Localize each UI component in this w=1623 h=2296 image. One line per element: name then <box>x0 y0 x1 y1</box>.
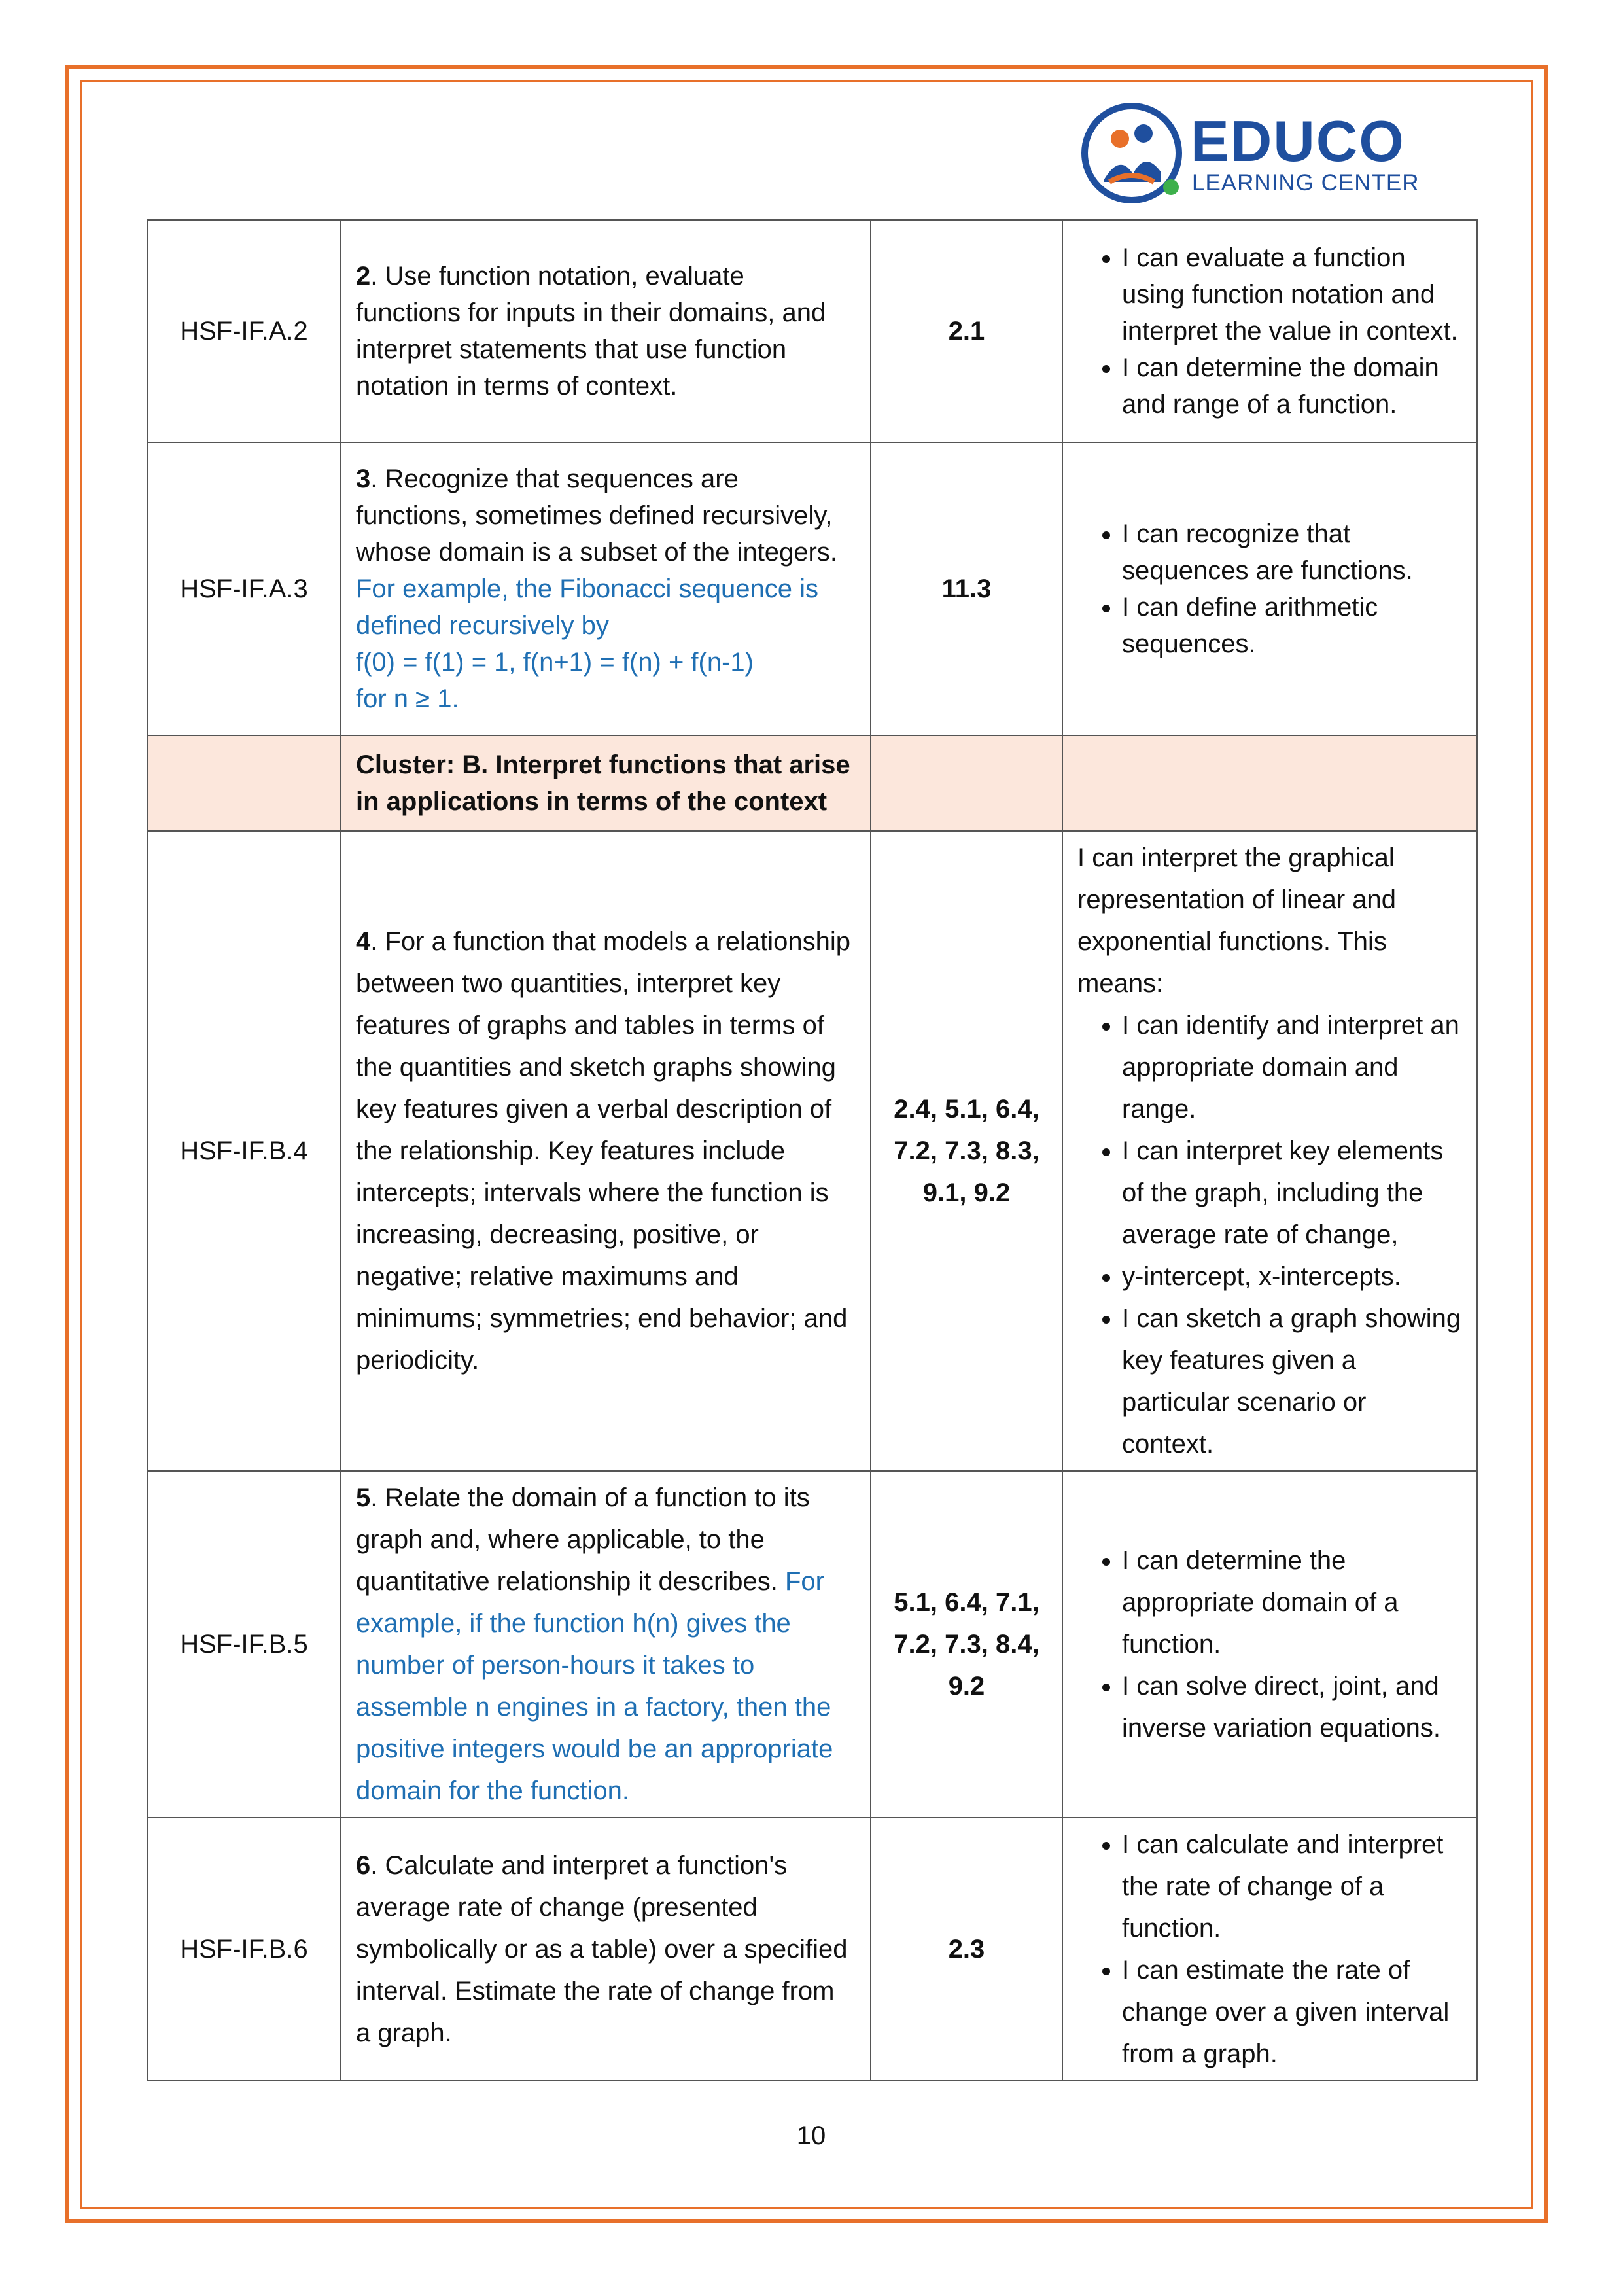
lesson-numbers: 2.4, 5.1, 6.4, 7.2, 7.3, 8.3, 9.1, 9.2 <box>871 831 1062 1471</box>
standards-table <box>147 219 1478 2081</box>
learning-targets <box>1062 220 1477 442</box>
standard-number: 2 <box>356 262 371 291</box>
standard-number: 6 <box>356 1851 371 1880</box>
target-item: • I can solve direct, joint, and inverse variation equations. <box>1122 1665 1462 1749</box>
learning-targets <box>1062 1818 1477 2081</box>
standard-description: . Use function notation, evaluate functions for inputs in their domains, and interpret statements that use function notation in terms of context. <box>356 262 826 400</box>
standard-code: HSF-IF.A.3 <box>147 442 341 735</box>
target-item: • I can identify and interpret an appropriate domain and range. <box>1122 1004 1462 1130</box>
page-number: 10 <box>796 2121 826 2150</box>
standard-number: 3 <box>356 465 371 493</box>
cluster-blank-cell <box>1062 735 1477 831</box>
cluster-blank-cell <box>147 735 341 831</box>
standard-example-condition: for n ≥ 1. <box>356 684 459 713</box>
target-item: • I can evaluate a function using function notation and interpret the value in context. <box>1122 239 1462 349</box>
standard-text <box>341 1471 871 1818</box>
standard-code: HSF-IF.B.4 <box>147 831 341 1471</box>
standard-code: HSF-IF.A.2 <box>147 220 341 442</box>
standard-number: 5 <box>356 1483 371 1512</box>
standard-number: 4 <box>356 927 371 956</box>
cluster-blank-cell <box>871 735 1062 831</box>
target-item: • I can define arithmetic sequences. <box>1122 589 1462 662</box>
target-item: • I can determine the domain and range of a function. <box>1122 349 1462 423</box>
table-row <box>147 1471 1477 1818</box>
target-item: • I can interpret key elements of the graph, including the average rate of change, <box>1122 1130 1462 1256</box>
learning-targets <box>1062 442 1477 735</box>
table-row <box>147 442 1477 735</box>
standard-example-formula: f(0) = f(1) = 1, f(n+1) = f(n) + f(n-1) <box>356 648 754 677</box>
lesson-numbers: 2.1 <box>871 220 1062 442</box>
table-row <box>147 831 1477 1471</box>
logo-subtitle: LEARNING CENTER <box>1192 170 1420 196</box>
standard-text <box>341 220 871 442</box>
standard-description: . Relate the domain of a function to its graph and, where applicable, to the quantitative relationship it describes. <box>356 1483 810 1596</box>
target-item: • I can calculate and interpret the rate of change of a function. <box>1122 1824 1462 1949</box>
standard-example: For example, if the function h(n) gives the number of person-hours it takes to assemble n engines in a factory, then the positive integers would be an appropriate domain for the function. <box>356 1567 833 1805</box>
standard-description: . Calculate and interpret a function's average rate of change (presented symbolically or as a table) over a specified interval. Estimate the rate of change from a graph. <box>356 1851 848 2047</box>
target-item: • I can estimate the rate of change over a given interval from a graph. <box>1122 1949 1462 2075</box>
target-item: • I can recognize that sequences are functions. <box>1122 516 1462 589</box>
logo-wordmark: EDUCO <box>1191 109 1405 173</box>
standard-text <box>341 831 871 1471</box>
standard-text <box>341 1818 871 2081</box>
standard-example: For example, the Fibonacci sequence is defined recursively by <box>356 574 819 640</box>
learning-targets <box>1062 831 1477 1471</box>
target-intro: I can interpret the graphical representation of linear and exponential functions. This means: <box>1077 843 1396 998</box>
cluster-row <box>147 735 1477 831</box>
table-row <box>147 220 1477 442</box>
learning-targets <box>1062 1471 1477 1818</box>
logo-emblem-icon <box>1079 101 1187 209</box>
standard-description: . For a function that models a relationship between two quantities, interpret key features of graphs and tables in terms of the quantities and sketch graphs showing key features given a verbal description of the relationship. Key features include intercepts; intervals where the function is increasing, decreasing, positive, or negative; relative maximums and minimums; symmetries; end behavior; and periodicity. <box>356 927 850 1375</box>
table-row <box>147 1818 1477 2081</box>
lesson-numbers: 5.1, 6.4, 7.1, 7.2, 7.3, 8.4, 9.2 <box>871 1471 1062 1818</box>
cluster-heading: Cluster: B. Interpret functions that arise in applications in terms of the context <box>341 735 871 831</box>
standard-description: . Recognize that sequences are functions, sometimes defined recursively, whose domain is a subset of the integers. <box>356 465 837 567</box>
standard-code: HSF-IF.B.6 <box>147 1818 341 2081</box>
target-item: • y-intercept, x-intercepts. <box>1122 1256 1462 1298</box>
standard-text <box>341 442 871 735</box>
lesson-numbers: 2.3 <box>871 1818 1062 2081</box>
target-item: • I can sketch a graph showing key features given a particular scenario or context. <box>1122 1298 1462 1465</box>
educo-logo <box>1079 98 1420 209</box>
target-item: • I can determine the appropriate domain of a function. <box>1122 1540 1462 1665</box>
standard-code: HSF-IF.B.5 <box>147 1471 341 1818</box>
lesson-numbers: 11.3 <box>871 442 1062 735</box>
